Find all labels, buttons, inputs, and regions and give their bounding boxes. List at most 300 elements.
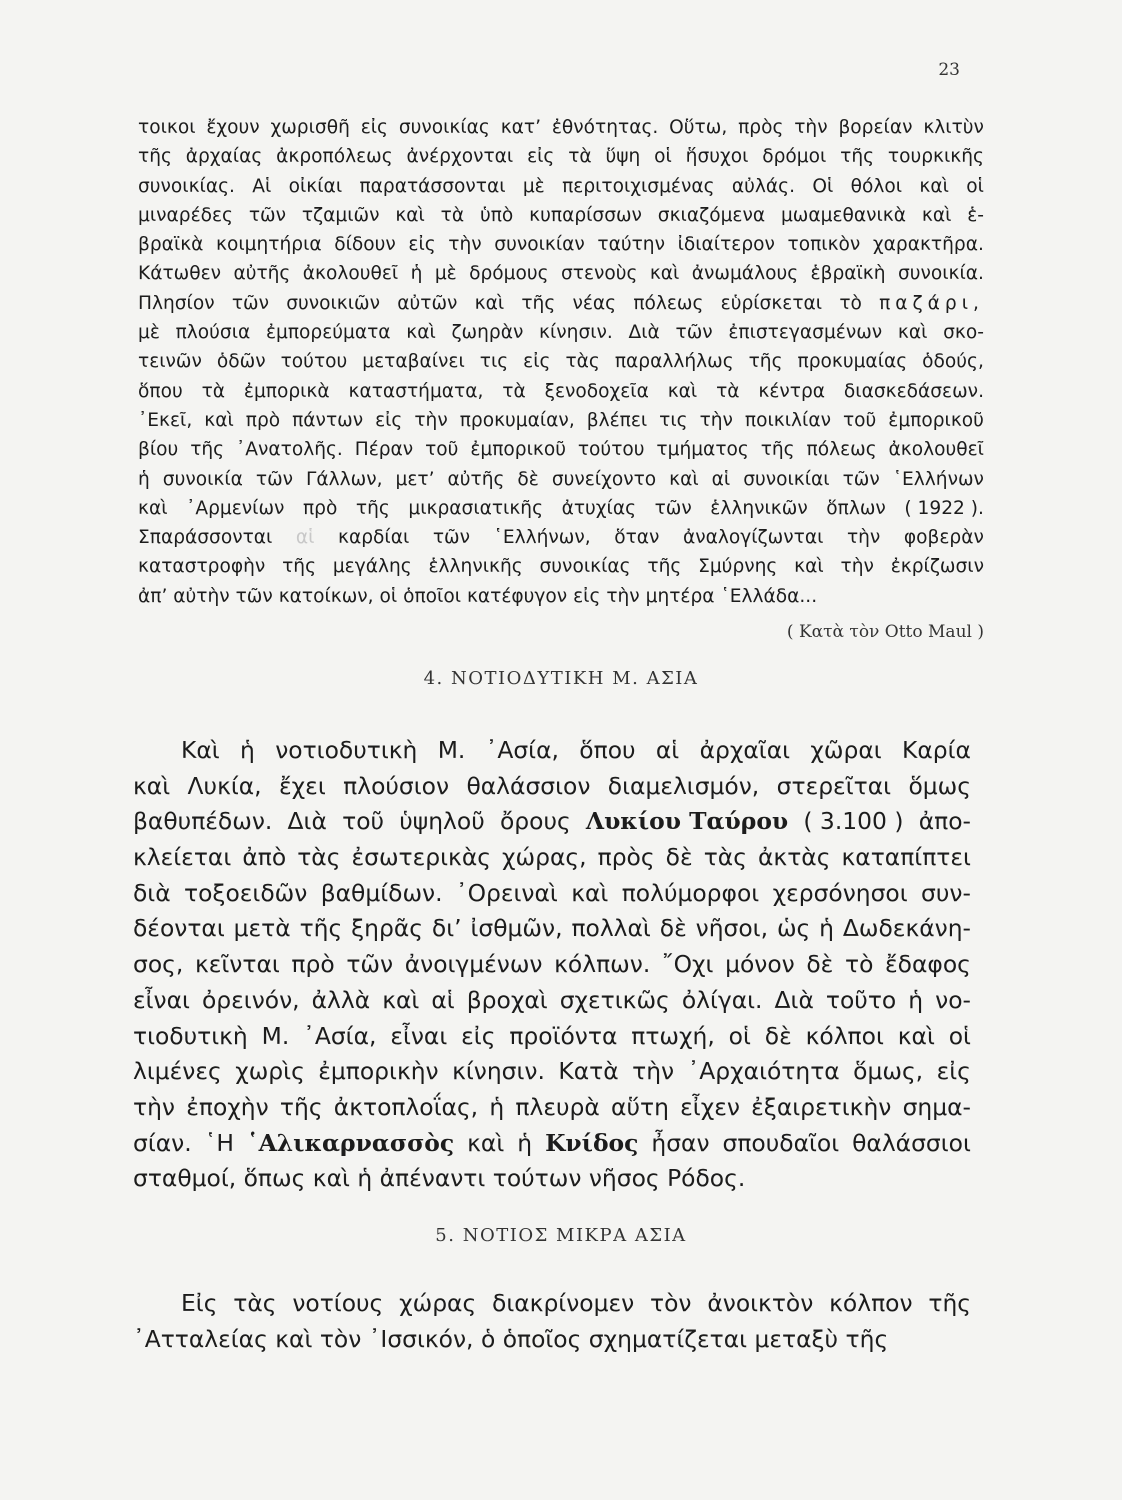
word: ἔχει <box>279 771 326 800</box>
section-heading-5: 5. ΝΟΤΙΟΣ ΜΙΚΡΑ ΑΣΙΑ <box>435 1225 687 1246</box>
word: οἱ <box>966 175 984 197</box>
section-5-paragraph <box>133 1286 971 1357</box>
text-line <box>138 552 984 581</box>
word: νῆσος <box>588 1164 660 1193</box>
word: ἀρχαῖαι <box>699 736 791 764</box>
word: καὶ <box>919 175 949 197</box>
word: Μ. <box>437 736 466 764</box>
word: δὲ <box>764 1021 792 1050</box>
word: κλείεται <box>133 843 232 872</box>
word: συνοικίαι <box>743 468 830 490</box>
word: οἰκίαι <box>288 175 343 197</box>
word: συνοικίαν <box>494 234 585 256</box>
word: τὰς <box>703 843 747 872</box>
word: καὶ <box>921 204 952 226</box>
word: ἀνωμάλους <box>691 263 799 285</box>
word: αὐτῆς <box>447 468 505 490</box>
word: ἡ <box>410 263 423 285</box>
word: ἐμπορικὴν <box>318 1057 439 1086</box>
word: νοτίους <box>292 1289 384 1317</box>
word: ἐθνότητας. <box>551 117 659 138</box>
word: κυπαρίσσων <box>529 204 642 226</box>
word: μεγάλης <box>332 556 412 578</box>
word: τῆς <box>840 146 875 168</box>
text-line <box>138 318 984 347</box>
page-number: 23 <box>938 60 960 80</box>
word: εἰς <box>573 585 601 607</box>
word: αὐτῶν <box>397 292 458 314</box>
word: μὲ <box>522 175 545 197</box>
word: ἀκτὰς <box>758 843 831 872</box>
word: Λυκία, <box>187 771 262 800</box>
word: Οἱ <box>812 175 834 197</box>
word: τούτων <box>492 1164 582 1193</box>
word: τῶν <box>248 204 286 226</box>
word: τῶν <box>235 585 273 607</box>
word: Κνίδος <box>545 1128 639 1157</box>
text-line <box>133 769 971 805</box>
word: τὸ <box>844 950 874 979</box>
word: σκο- <box>943 322 984 344</box>
word: τὴν <box>794 117 828 138</box>
word: ἑλληνικῶν <box>710 497 808 519</box>
word: πόλεως <box>806 439 877 461</box>
word: Διὰ <box>287 807 327 836</box>
word: ὀλίγαι. <box>681 985 763 1014</box>
word: καταπίπτει <box>841 843 971 872</box>
word: κίνησιν. <box>452 1057 545 1086</box>
word: δρόμοι <box>762 146 827 168</box>
word: ὅμως <box>908 771 971 800</box>
word: τὸν <box>319 1324 362 1353</box>
word: Κατὰ <box>558 1057 619 1086</box>
word: τοικοι <box>138 117 196 138</box>
word: ἡ <box>357 1164 373 1193</box>
word: αὐλάς. <box>731 175 795 197</box>
word: αὐτῆς <box>233 263 291 285</box>
word: συνοικιῶν <box>286 292 381 314</box>
word: μωαμεθανικὰ <box>780 204 907 226</box>
text-line <box>138 377 984 406</box>
word: οἱ <box>379 585 398 607</box>
word: εἶναι <box>133 985 190 1014</box>
word: ἀκολουθεῖ <box>888 439 984 461</box>
word: ὑπὸ <box>479 204 514 226</box>
word: ἔχουν <box>206 117 260 138</box>
word: ἑ- <box>967 204 984 226</box>
text-line <box>133 1126 971 1162</box>
word: τὰ <box>201 380 226 402</box>
word: τὸ <box>839 292 862 314</box>
word: χωρὶς <box>235 1057 305 1086</box>
word: τὴν <box>448 234 482 256</box>
text-line <box>138 172 984 201</box>
word: δὲ <box>806 950 834 979</box>
text-line <box>133 1019 971 1055</box>
word: μικρασιατικῆς <box>408 497 544 519</box>
word: μὲ <box>138 322 160 344</box>
text-line <box>138 201 984 230</box>
word: ὄρους <box>499 807 571 836</box>
word: οἱ <box>728 1021 751 1050</box>
text-line <box>138 582 984 611</box>
word: ξενοδοχεῖα <box>544 380 649 402</box>
word: μεταξὺ <box>754 1324 839 1353</box>
word: τὴν <box>606 585 640 607</box>
word: καταστήματα, <box>348 380 484 402</box>
word: τῆς <box>282 556 316 578</box>
word: τούτου <box>280 351 348 373</box>
word: καὶ <box>794 556 824 578</box>
word: προκυμαίας <box>797 351 908 373</box>
word: τῶν <box>231 292 269 314</box>
word: συνοικίας <box>539 556 631 578</box>
word: χωρισθῆ <box>270 117 350 138</box>
text-line <box>138 435 984 464</box>
text-line <box>138 347 984 376</box>
word: Πλησίον <box>138 292 215 314</box>
text-line <box>133 840 971 876</box>
word: μητέρα <box>645 585 715 607</box>
word: ὕψη <box>605 146 641 168</box>
word: νο- <box>935 985 971 1014</box>
word: τῶν <box>346 950 394 979</box>
word: δι’ <box>431 914 462 943</box>
word: ὑψηλοῦ <box>399 807 485 836</box>
word: τῆς <box>190 439 225 461</box>
word: Σμύρνης <box>698 556 778 578</box>
text-line <box>133 911 971 947</box>
word: ( 3.100 ) <box>803 807 904 836</box>
word: ᾿Εκεῖ, <box>138 409 193 431</box>
word: μιναρέδες <box>138 204 233 226</box>
word: πρὸ <box>245 409 281 431</box>
word: συνοικία. <box>897 263 984 285</box>
word: καὶ <box>395 204 425 226</box>
word: πρὸ <box>291 950 335 979</box>
word: ἡ <box>138 468 150 490</box>
word: τῆς <box>748 351 783 373</box>
word: εἶχεν <box>680 1092 740 1121</box>
word: δέονται <box>133 914 225 943</box>
word: τὰ <box>440 204 465 226</box>
word: τῆς <box>279 1092 323 1121</box>
word: παζάρι, <box>879 292 984 314</box>
word: τῆς <box>355 497 390 519</box>
word: χώρας, <box>502 843 587 872</box>
word: διασκεδάσεων. <box>843 380 984 402</box>
word: περιτοιχισμένας <box>562 175 715 197</box>
word: τζαμιῶν <box>301 204 380 226</box>
word: ἰσθμῶν, <box>470 914 563 943</box>
word: τῶν <box>654 497 692 519</box>
word: τὴν <box>840 556 874 578</box>
word: τῆς <box>521 292 556 314</box>
word: βορείαν <box>838 117 913 138</box>
word: ἀνοικτὸν <box>707 1289 814 1317</box>
word: κατοίκων, <box>278 585 374 607</box>
word: Δωδεκάνη- <box>842 914 971 943</box>
word: ἀπο- <box>918 807 971 836</box>
word: πρὸς <box>597 843 655 872</box>
word: προκυμαίαν, <box>459 409 575 431</box>
word: ἐξαιρετικὴν <box>751 1092 892 1121</box>
word: εἰς <box>936 1057 971 1086</box>
word: τῆς <box>299 914 343 943</box>
word: σχηματίζεται <box>588 1324 748 1353</box>
word: τῆς <box>845 1324 889 1353</box>
word: πολύμορφοι <box>621 878 760 907</box>
word: παρατάσσονται <box>359 175 506 197</box>
word: σταθμοί, <box>133 1164 237 1193</box>
word: ἐποχὴν <box>186 1092 269 1121</box>
word: ἐμπορεύματα <box>265 322 391 344</box>
word: τούτου <box>577 439 645 461</box>
word: ἡ <box>908 985 924 1014</box>
text-line <box>138 259 984 288</box>
word: Κάτωθεν <box>138 263 222 285</box>
word: τὸν <box>650 1289 692 1317</box>
word: ῾Η <box>204 1128 234 1157</box>
word: στενοὺς <box>560 263 638 285</box>
word: θαλάσσιον <box>466 771 591 800</box>
word: καὶ <box>669 468 699 490</box>
word: κοιμητήρια <box>216 234 322 256</box>
word: αἱ <box>655 736 680 764</box>
word: ὅμως, <box>853 1057 924 1086</box>
word: ( 1922 ). <box>904 497 984 519</box>
word: ᾿Ισσικόν, <box>368 1324 474 1353</box>
word: ὁποῖοι <box>403 585 462 607</box>
word: κόλπον <box>829 1289 913 1317</box>
word: διαμελισμόν, <box>607 771 760 800</box>
text-line <box>138 142 984 171</box>
word: ὁποῖος <box>502 1324 582 1353</box>
word: αἱ <box>431 985 455 1014</box>
word: τὰ <box>568 146 592 168</box>
word: ἐμπορικοῦ <box>888 409 984 431</box>
word: ἀναλογίζωνται <box>682 527 824 549</box>
word: καὶ <box>474 292 505 314</box>
word: ἐμπορικὰ <box>243 380 330 402</box>
word: τοῦ <box>342 807 385 836</box>
word: ἀκροπόλεως <box>276 146 393 168</box>
word: καταστροφὴν <box>138 556 266 578</box>
word: μετ’ <box>395 468 435 490</box>
text-line <box>138 494 984 523</box>
word: τῶν <box>842 468 880 490</box>
word: Εἰς <box>181 1289 218 1317</box>
word: ἡ <box>489 1092 505 1121</box>
word: Σπαράσσονται <box>138 527 273 549</box>
word: καὶ <box>897 322 928 344</box>
word: Διὰ <box>628 322 660 344</box>
word: ἑλληνικῆς <box>428 556 523 578</box>
word: πρὸ <box>302 497 338 519</box>
word: διὰ <box>133 878 171 907</box>
word: πτωχή, <box>631 1021 715 1050</box>
word: κλιτὺν <box>923 117 984 138</box>
word: οἱ <box>654 146 672 168</box>
word: κατ’ <box>500 117 542 138</box>
word: ὀρεινόν, <box>202 985 300 1014</box>
word: εἰς <box>408 234 436 256</box>
word: εἰς <box>360 117 388 138</box>
word: ἐσωτερικὰς <box>351 843 491 872</box>
word: ᾿Αρμενίων <box>186 497 285 519</box>
word: τοῦ <box>425 439 459 461</box>
word: προϊόντα <box>509 1021 618 1050</box>
word: νῆσοι, <box>695 914 769 943</box>
word: ζωηρὰν <box>451 322 524 344</box>
word: ξηρᾶς <box>351 914 424 943</box>
word: τοῦ <box>842 409 877 431</box>
word: ἀρχαίας <box>185 146 263 168</box>
word: τοῦτο <box>825 985 897 1014</box>
word: καὶ <box>571 878 609 907</box>
word: κόλπων. <box>554 950 651 979</box>
word: τῆς <box>760 439 795 461</box>
section-4-paragraph <box>133 733 971 1197</box>
word: συν- <box>921 878 971 907</box>
word: σπουδαῖοι <box>722 1128 840 1157</box>
section-heading-4: 4. ΝΟΤΙΟΔΥΤΙΚΗ Μ. ΑΣΙΑ <box>423 668 699 689</box>
word: βλέπει <box>586 409 648 431</box>
word: ἐπιστεγασμένων <box>728 322 883 344</box>
word: καὶ <box>275 1324 313 1353</box>
word: σος, <box>133 950 184 979</box>
word: τὴν <box>846 527 881 549</box>
text-line <box>133 1161 971 1197</box>
word: κόλποι <box>805 1021 884 1050</box>
word: μεταβαίνει <box>362 351 465 373</box>
word: ἀπ’ <box>138 585 168 607</box>
word: ῎Οχι <box>661 950 714 979</box>
text-line <box>138 230 984 259</box>
word: αἱ <box>711 468 731 490</box>
word: βαθμίδων. <box>320 878 443 907</box>
text-line <box>133 1322 971 1358</box>
word: τὴν <box>133 1092 175 1121</box>
text-line <box>133 1054 971 1090</box>
word: χῶραι <box>810 736 882 764</box>
word: τὴν <box>414 409 448 431</box>
word: Γάλλων, <box>306 468 383 490</box>
word: τῶν <box>432 527 470 549</box>
text-line <box>138 406 984 435</box>
word: ὡς <box>776 914 811 943</box>
word: καὶ <box>204 409 234 431</box>
word: πολλαὶ <box>571 914 651 943</box>
word: πάντων <box>292 409 364 431</box>
word: Καρία <box>902 736 971 764</box>
word: ἀκτοπλοΐας, <box>333 1092 479 1121</box>
word: κίνησιν. <box>539 322 613 344</box>
word: πλευρὰ <box>515 1092 600 1121</box>
word: ῾Ελλήνων <box>892 468 984 490</box>
word: καὶ <box>312 1164 350 1193</box>
word: τῆς <box>138 146 172 168</box>
word: συνοικία <box>162 468 243 490</box>
word: καὶ <box>406 322 436 344</box>
word: δὲ <box>517 468 539 490</box>
word: ᾿Αρχαιότητα <box>687 1057 840 1086</box>
word: ἀπὸ <box>242 843 287 872</box>
word: ἀνοιγμένων <box>404 950 543 979</box>
word: διακρίνομεν <box>492 1289 635 1317</box>
word: ἐκρίζωσιν <box>890 556 984 578</box>
word: πρὸς <box>738 117 784 138</box>
word: εἰς <box>461 1021 496 1050</box>
word: καὶ <box>138 497 168 519</box>
word: ἰδιαίτερον <box>677 234 775 256</box>
word: τὴν <box>632 1057 675 1086</box>
word: ῾Αλικαρνασσὸς <box>246 1128 455 1157</box>
word: συνείχοντο <box>551 468 657 490</box>
text-line <box>138 289 984 318</box>
word: ἥσυχοι <box>685 146 749 168</box>
word: τὰ <box>716 380 740 402</box>
word: ᾿Ορειναὶ <box>455 878 558 907</box>
text-line <box>133 876 971 912</box>
word: καὶ <box>382 985 420 1014</box>
word: ποικιλίαν <box>744 409 831 431</box>
word: ὅπλων <box>826 497 886 519</box>
word: ὁδῶν <box>216 351 266 373</box>
attribution: ( Κατὰ τὸν Otto Maul ) <box>786 622 984 642</box>
word: ἐμπορικοῦ <box>470 439 566 461</box>
word: ὁ <box>480 1324 496 1353</box>
word: τεινῶν <box>138 351 202 373</box>
word: χερσόνησοι <box>772 878 908 907</box>
text-line <box>133 1286 971 1322</box>
word: τὰς <box>297 843 341 872</box>
word: τουρκικῆς <box>887 146 984 168</box>
word: θόλοι <box>850 175 903 197</box>
word: ᾿Ασία, <box>485 736 559 764</box>
word: ἀπέναντι <box>379 1164 486 1193</box>
word: Λυκίου Ταύρου <box>585 807 789 836</box>
word: συνοικίας <box>398 117 490 138</box>
word: βραϊκὰ <box>138 234 204 256</box>
word: ἀνέρχονται <box>406 146 514 168</box>
word: βαθυπέδων. <box>133 807 273 836</box>
word: αὐτὴν <box>173 585 230 607</box>
word: τοπικὸν <box>787 234 861 256</box>
text-line <box>138 113 984 142</box>
word: ὅταν <box>614 527 660 549</box>
word: τὰ <box>502 380 526 402</box>
word: τιοδυτικὴ <box>133 1021 248 1050</box>
word: σκιαζόμενα <box>657 204 766 226</box>
word: Πέραν <box>354 439 414 461</box>
word: οἱ <box>948 1021 971 1050</box>
word: ἀκολουθεῖ <box>302 263 399 285</box>
word: κέντρα <box>758 380 826 402</box>
word: χώρας <box>399 1289 477 1317</box>
word: ὅπου <box>138 380 183 402</box>
word: πλούσια <box>175 322 251 344</box>
word: εἰς <box>527 146 555 168</box>
word: σημα- <box>902 1092 971 1121</box>
word: ὁδούς, <box>922 351 984 373</box>
word: σχετικῶς <box>559 985 670 1014</box>
word: ὅπου <box>579 736 636 764</box>
word: καρδίαι <box>338 527 410 549</box>
word: Καὶ <box>181 736 220 764</box>
word: αὕτη <box>611 1092 669 1121</box>
word: τὰς <box>565 351 600 373</box>
